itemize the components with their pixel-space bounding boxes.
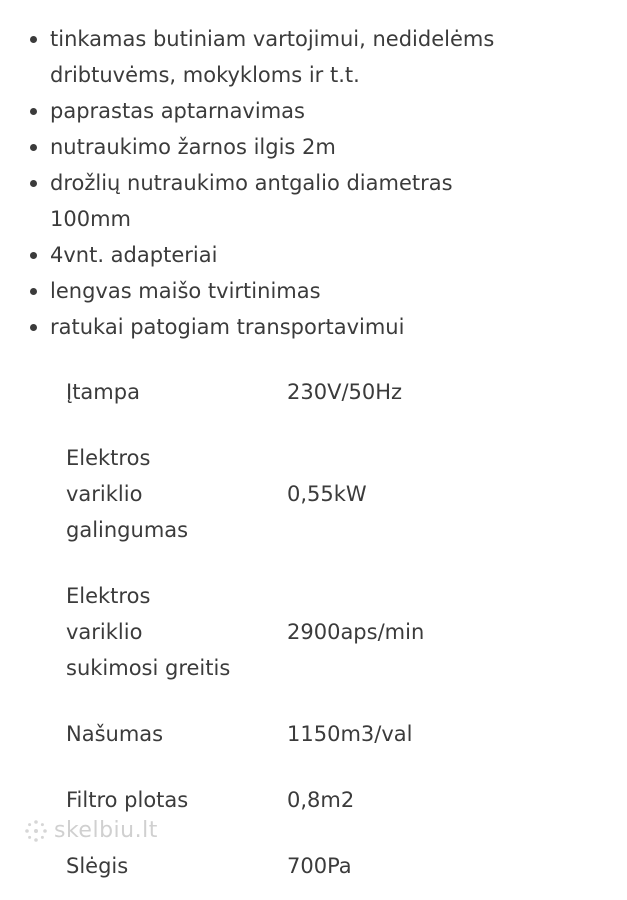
spec-label [66,848,287,884]
spec-label [66,440,287,548]
spec-label-text: Elektros [66,584,151,608]
spec-value: 0,8m2 [287,788,355,812]
feature-item [28,21,608,93]
spec-row [66,374,606,410]
spec-label-text: variklio [66,620,143,644]
bullet-dot-icon [30,324,37,331]
feature-list [28,21,608,345]
spec-label-text: Įtampa [66,380,140,404]
spec-label-text: galingumas [66,518,189,542]
spec-label-text: variklio [66,482,143,506]
spec-label-text: Filtro plotas [66,788,189,812]
feature-item [28,237,608,273]
spec-row [66,848,606,884]
feature-text: lengvas maišo tvirtinimas [50,279,321,303]
spec-value: 1150m3/val [287,722,413,746]
bullet-dot-icon [30,144,37,151]
spec-row [66,782,606,818]
spec-row [66,716,606,752]
spec-label [66,374,287,410]
bullet-dot-icon [30,252,37,259]
spec-label-text: Našumas [66,722,164,746]
spec-value: 0,55kW [287,482,367,506]
feature-item [28,129,608,165]
spec-label [66,578,287,686]
bullet-dot-icon [30,288,37,295]
feature-text: 4vnt. adapteriai [50,243,218,267]
bullet-dot-icon [30,36,37,43]
feature-text-continued: 100mm [50,207,131,231]
feature-item [28,273,608,309]
spec-value: 700Pa [287,854,352,878]
spec-table [66,374,606,884]
spec-label-text: Slėgis [66,854,129,878]
feature-item [28,93,608,129]
feature-text-continued: dribtuvėms, mokykloms ir t.t. [50,63,360,87]
spec-row [66,578,606,686]
feature-text: ratukai patogiam transportavimui [50,315,405,339]
spec-label [66,782,287,818]
watermark [24,818,158,843]
feature-text: nutraukimo žarnos ilgis 2m [50,135,336,159]
feature-text: drožlių nutraukimo antgalio diametras [50,171,453,195]
watermark-text: skelbiu.lt [54,818,158,843]
spec-label-text: Elektros [66,446,151,470]
spec-value: 2900aps/min [287,620,425,644]
bullet-dot-icon [30,108,37,115]
spec-label [66,716,287,752]
spec-row [66,440,606,548]
feature-text: paprastas aptarnavimas [50,99,305,123]
feature-item [28,165,608,237]
feature-item [28,309,608,345]
skelbiu-logo-icon [24,819,48,843]
feature-text: tinkamas butiniam vartojimui, nedidelėms [50,27,495,51]
bullet-dot-icon [30,180,37,187]
spec-value: 230V/50Hz [287,380,403,404]
spec-label-text: sukimosi greitis [66,656,231,680]
